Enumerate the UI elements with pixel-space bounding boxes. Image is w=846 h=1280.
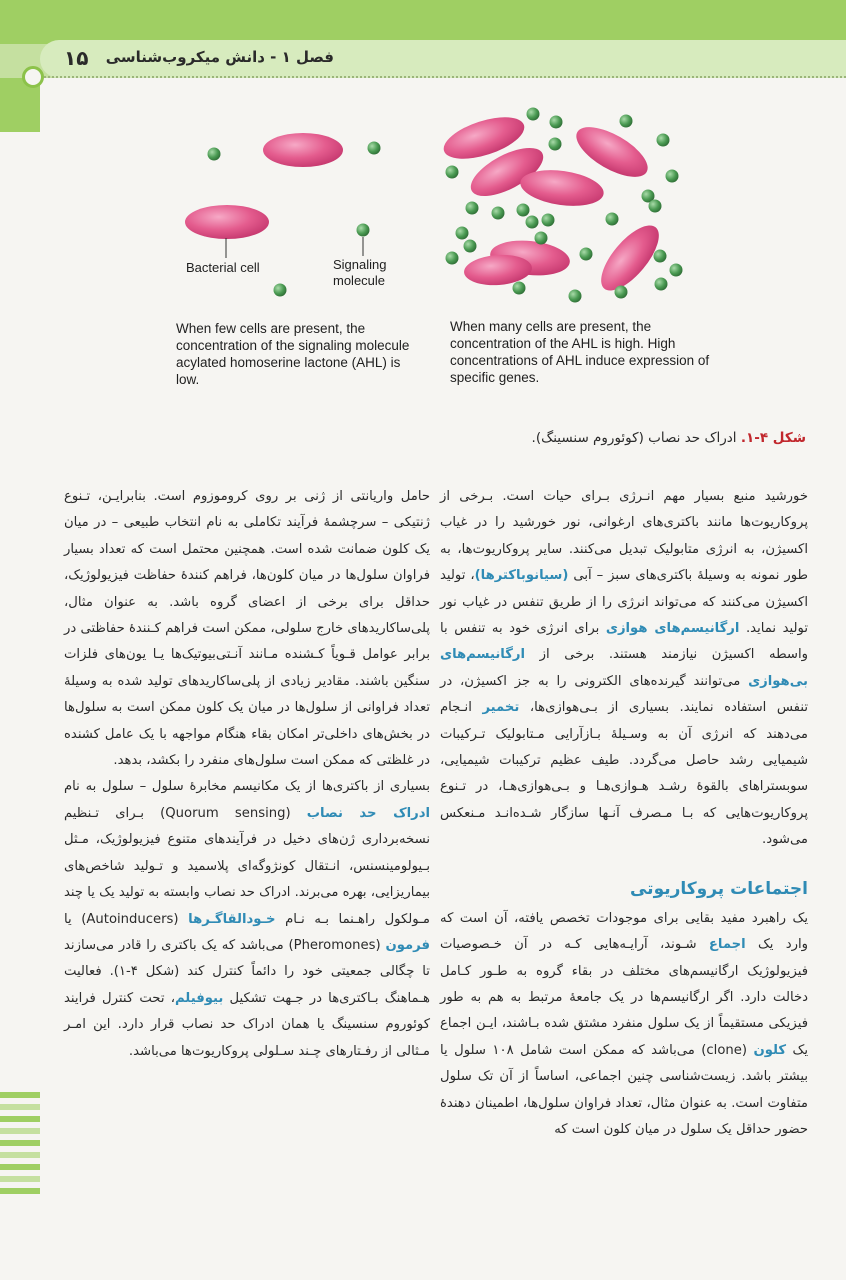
paragraph: خورشید منبع بسیار مهم انـرژی بـرای حیات است. بـرخی از پروکاریوت‌ها مانند باکتری‌های ارغوانی، نور خورشید را در غیاب اکسیژن، به انرژی متابولیک تبدیل می‌کنند. سایر پروکاریوت‌ها، به طور نمونه به وسیلهٔ باکتری‌های سبز – آبی (سیانوباکترها)، تولید اکسیژن می‌کنند که می‌تواند انرژی را از طریق تنفس در غیاب نور تولید نماید. ارگانیسم‌های هوازی برای انرژی خود به تنفس با واسطه اکسیژن نیازمند هستند. برخی از ارگانیسم‌های بی‌هوازی می‌توانند گیرنده‌های الکترونی را به جز اکسیژن، در تنفس استفاده نمایند. بسیاری از بـی‌هوازی‌ها، تخمیر انـجام می‌دهند که انرژی آن به وسـیلهٔ بـازآرایی مـتابولیک تـرکیبات شیمیایی رشد حاصل می‌گردد. طیف عظیم ترکیبات شیمیایی، سوبستراهای بالقوهٔ رشـد هـوازی‌هـا و بـی‌هوازی‌هـا، در تـنوع پروکاریوت‌هایی که بـا مـصرف آنـها سازگار شـده‌انـد مـنعکس می‌شود. <box>440 489 808 848</box>
page-number: ۱۵ <box>64 46 89 70</box>
bacterial-cell-label: Bacterial cell <box>186 260 260 275</box>
term-pheromone: فرمون <box>385 937 431 953</box>
right-column <box>440 484 808 1143</box>
bacterium <box>263 133 343 167</box>
signaling-molecule <box>620 115 633 128</box>
signaling-molecule <box>274 284 287 297</box>
signaling-molecule <box>517 204 530 217</box>
term-anaerobic-organisms: ارگانیسم‌های بی‌هوازی <box>440 647 808 689</box>
signaling-molecule <box>464 240 477 253</box>
signaling-molecule <box>550 116 563 129</box>
header-dotted-line <box>44 76 846 78</box>
paragraph: بسیاری از باکتری‌ها از یک مکانیسم مخابرهٔ سلول – سلول به نام ادراک حد نصاب (Quorum sensing) بـرای تـنظیم نسخه‌برداری ژن‌های دخیل در فرآیندهای متنوع فیزیولوژیک، مـثل بـیولومینسنس، انـتقال کونژوگه‌ای پلاسمید و تـولید شاخص‌های بیماریزایی، بهره می‌برند. ادراک حد نصاب وابسته به تولید یک یا چند مـولکول راهـنما بـه نـام خـودالقاگـرها (Autoinducers) یا فرمون (Pheromones) می‌باشد که یک باکتری را قادر می‌سازند تا چگالی جمعیتی خود را دائماً کنترل کند (شکل ۴-۱). فعالیت هـماهنگ بـاکتری‌ها در جـهت تشکیل بیوفیلم، تحت کنترل فرایند کوئوروم سنسینگ یا همان ادراک حد نصاب قرار دارد. این امـر مـثالی از رفـتارهای چـند سـلولی پروکاریوت‌ها می‌باشد. <box>64 779 431 1059</box>
signaling-molecule <box>535 232 548 245</box>
few-cells-caption: When few cells are present, the concentration of the signaling molecule acylated homoserine lactone (AHL) is low. <box>176 321 410 387</box>
signaling-molecule <box>654 250 667 263</box>
signaling-molecule <box>569 290 582 303</box>
signaling-molecule <box>527 108 540 121</box>
header-band <box>0 0 846 44</box>
term-autoinducers: خـودالقاگـرها <box>188 911 276 927</box>
term-cyanobacteria: (سیانوباکترها) <box>474 568 569 584</box>
many-cells-panel <box>439 108 683 303</box>
paragraph: حامل واریانتی از ژنی بر روی کروموزوم است. بنابرایـن، تـنوع ژنتیکی – سرچشمهٔ فرآیند تکاملی به نام انتخاب طبیعی – در میان یک کلون ضمانت شده است. همچنین محتمل است که تعداد بسیار فراوان سلول‌ها در میان کلون‌ها، فراهم کنندهٔ حفاظت فیزیولوژیک، حداقل برای برخی از اعضای گروه باشد. به عنوان مثال، پلی‌ساکاریدهای خارج سلولی، ممکن است فراهم کـنندهٔ حفاظتی در برابر عوامل قـویاً کـشنده مـانند آنـتی‌بیوتیک‌ها یـا یون‌های فلزات سنگین باشند. مقادیر زیادی از پلی‌ساکاریدهای تولید شده به وسیلهٔ تعداد فراوانی از سلول‌ها در میان یک کلون ممکن است به سلول‌ها در بخش‌های داخلی‌تر امکان بقاء هنگام مواجهه با یک عامل کشنده در غلظتی که ممکن است سلول‌های منفرد را بکشد، بدهد. <box>64 489 430 769</box>
figure-caption-text: ادراک حد نصاب (کوئوروم سنسینگ). <box>531 430 741 446</box>
signaling-molecule-label: Signaling molecule <box>333 257 387 288</box>
signaling-molecule <box>526 216 539 229</box>
signaling-molecule <box>649 200 662 213</box>
paragraph: یک راهبرد مفید بقایی برای موجودات تخصص یافته، آن است که وارد یک اجماع شـوند، آرایـه‌هایی کـه در آن خـصوصیات فیزیولوژیک ارگانیسم‌های مختلف در بقاء گروه به طـور کـامل دخالت دارد. اگر ارگانیسم‌ها در یک جامعهٔ مرتبط به هم به طور فیزیکی مستقیماً از یک سلول منفرد مشتق شده بـاشند، ایـن اجماع یک کلون (clone) می‌باشد که ممکن است شامل ۱۰۸ سلول یا بیشتر باشد. زیست‌شناسی چنین اجماعی، اساساً از آن تک سلول متفاوت است. به عنوان مثال، تعداد فراوان سلول‌ها، اطمینان دهندهٔ حضور حداقل یک سلول در میان کلون است که <box>440 910 809 1137</box>
signaling-molecule <box>357 224 370 237</box>
signaling-molecule <box>446 252 459 265</box>
signaling-molecule <box>580 248 593 261</box>
signaling-molecule <box>615 286 628 299</box>
signaling-molecule <box>492 207 505 220</box>
term-aerobic-organisms: ارگانیسم‌های هوازی <box>605 621 740 637</box>
signaling-molecule <box>208 148 221 161</box>
signaling-molecule <box>446 166 459 179</box>
signaling-molecule <box>670 264 683 277</box>
signaling-molecule <box>466 202 479 215</box>
term-fermentation: تخمیر <box>482 700 520 716</box>
left-column <box>64 484 430 1065</box>
section-title: اجتماعات پروکاریوتی <box>629 878 808 899</box>
term-biofilm: بیوفیلم <box>174 990 224 1006</box>
signaling-molecule <box>666 170 679 183</box>
term-clone: کلون <box>753 1042 787 1058</box>
header-circle-ornament <box>22 66 44 88</box>
margin-stripes <box>0 1092 40 1204</box>
chapter-title: فصل ۱ - دانش میکروب‌شناسی <box>105 48 334 66</box>
signaling-molecule <box>606 213 619 226</box>
figure-caption <box>386 430 806 446</box>
bacterium <box>185 205 269 239</box>
quorum-sensing-figure <box>0 90 846 310</box>
term-consortium: اجماع <box>708 937 746 953</box>
signaling-molecule <box>549 138 562 151</box>
signaling-molecule <box>368 142 381 155</box>
signaling-molecule <box>655 278 668 291</box>
signaling-molecule <box>657 134 670 147</box>
signaling-molecule <box>513 282 526 295</box>
many-cells-caption: When many cells are present, the concentration of the AHL is high. High concentrations of AHL induce expression of specific genes. <box>450 319 710 385</box>
figure-number: شکل ۴-۱. <box>740 430 806 446</box>
term-quorum-sensing: ادراک حد نصاب <box>306 805 430 821</box>
signaling-molecule <box>542 214 555 227</box>
signaling-molecule <box>456 227 469 240</box>
